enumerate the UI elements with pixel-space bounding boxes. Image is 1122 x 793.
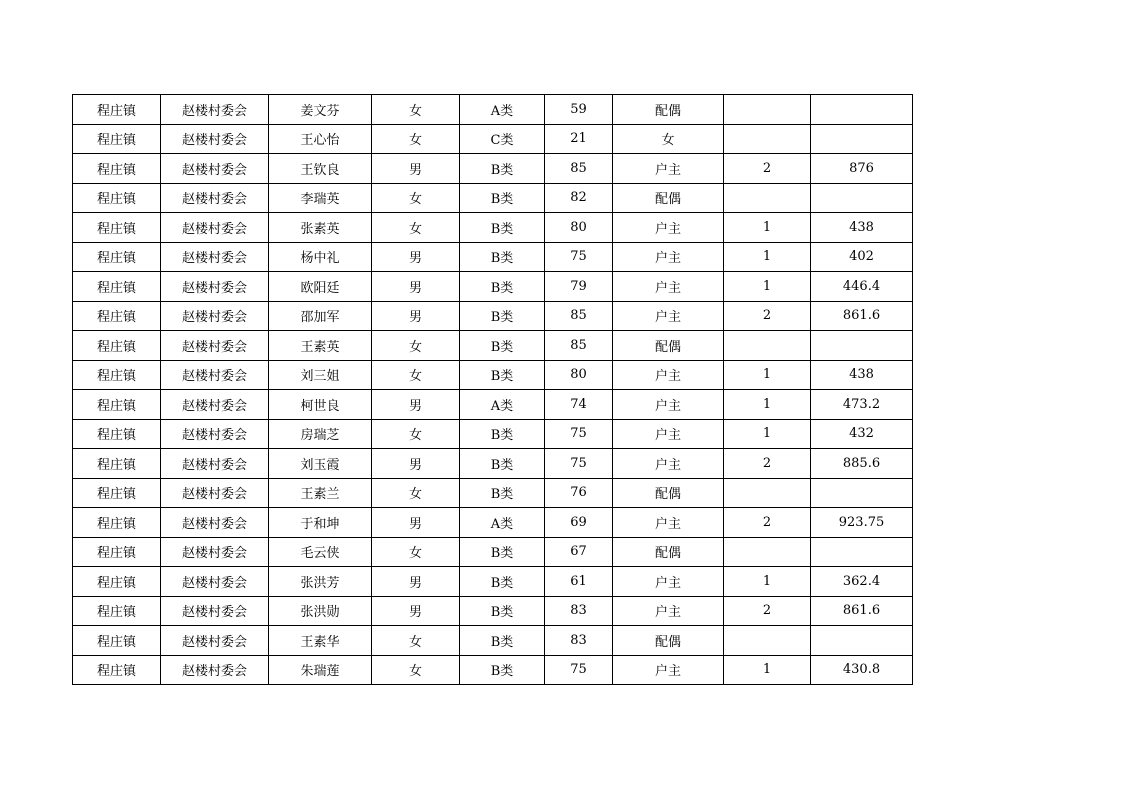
gender-cell: 女 bbox=[372, 478, 460, 508]
town-cell: 程庄镇 bbox=[73, 567, 161, 597]
name-cell: 张素英 bbox=[269, 213, 372, 243]
gender-cell: 男 bbox=[372, 390, 460, 420]
relation-cell: 配偶 bbox=[613, 95, 724, 125]
amount-cell: 438 bbox=[811, 213, 913, 243]
table-row bbox=[73, 213, 913, 243]
gender-cell: 男 bbox=[372, 272, 460, 302]
name-cell: 邵加军 bbox=[269, 301, 372, 331]
age-cell: 21 bbox=[545, 124, 613, 154]
gender-cell: 女 bbox=[372, 95, 460, 125]
relation-cell: 户主 bbox=[613, 242, 724, 272]
data-table bbox=[72, 94, 913, 685]
category-cell: B类 bbox=[460, 419, 545, 449]
amount-cell: 885.6 bbox=[811, 449, 913, 479]
category-cell: B类 bbox=[460, 213, 545, 243]
name-cell: 王钦良 bbox=[269, 154, 372, 184]
gender-cell: 女 bbox=[372, 537, 460, 567]
relation-cell: 配偶 bbox=[613, 183, 724, 213]
town-cell: 程庄镇 bbox=[73, 124, 161, 154]
village-cell: 赵楼村委会 bbox=[161, 331, 269, 361]
village-cell: 赵楼村委会 bbox=[161, 301, 269, 331]
amount-cell: 362.4 bbox=[811, 567, 913, 597]
table-row bbox=[73, 478, 913, 508]
relation-cell: 户主 bbox=[613, 360, 724, 390]
relation-cell: 配偶 bbox=[613, 626, 724, 656]
name-cell: 杨中礼 bbox=[269, 242, 372, 272]
age-cell: 59 bbox=[545, 95, 613, 125]
name-cell: 张洪勋 bbox=[269, 596, 372, 626]
village-cell: 赵楼村委会 bbox=[161, 154, 269, 184]
table-row bbox=[73, 655, 913, 685]
village-cell: 赵楼村委会 bbox=[161, 419, 269, 449]
town-cell: 程庄镇 bbox=[73, 419, 161, 449]
age-cell: 85 bbox=[545, 301, 613, 331]
name-cell: 于和坤 bbox=[269, 508, 372, 538]
town-cell: 程庄镇 bbox=[73, 242, 161, 272]
relation-cell: 户主 bbox=[613, 596, 724, 626]
village-cell: 赵楼村委会 bbox=[161, 655, 269, 685]
category-cell: B类 bbox=[460, 567, 545, 597]
age-cell: 80 bbox=[545, 213, 613, 243]
relation-cell: 户主 bbox=[613, 301, 724, 331]
age-cell: 67 bbox=[545, 537, 613, 567]
amount-cell: 430.8 bbox=[811, 655, 913, 685]
count-cell: 1 bbox=[724, 242, 811, 272]
name-cell: 刘玉霞 bbox=[269, 449, 372, 479]
town-cell: 程庄镇 bbox=[73, 154, 161, 184]
gender-cell: 女 bbox=[372, 419, 460, 449]
category-cell: B类 bbox=[460, 154, 545, 184]
relation-cell: 配偶 bbox=[613, 331, 724, 361]
village-cell: 赵楼村委会 bbox=[161, 390, 269, 420]
category-cell: B类 bbox=[460, 272, 545, 302]
town-cell: 程庄镇 bbox=[73, 95, 161, 125]
category-cell: B类 bbox=[460, 655, 545, 685]
relation-cell: 户主 bbox=[613, 567, 724, 597]
count-cell: 1 bbox=[724, 360, 811, 390]
town-cell: 程庄镇 bbox=[73, 596, 161, 626]
count-cell: 2 bbox=[724, 154, 811, 184]
village-cell: 赵楼村委会 bbox=[161, 626, 269, 656]
age-cell: 83 bbox=[545, 596, 613, 626]
village-cell: 赵楼村委会 bbox=[161, 272, 269, 302]
category-cell: B类 bbox=[460, 626, 545, 656]
count-cell: 1 bbox=[724, 272, 811, 302]
count-cell: 1 bbox=[724, 655, 811, 685]
gender-cell: 男 bbox=[372, 242, 460, 272]
amount-cell: 861.6 bbox=[811, 301, 913, 331]
table-row bbox=[73, 272, 913, 302]
count-cell bbox=[724, 124, 811, 154]
category-cell: B类 bbox=[460, 537, 545, 567]
table-row bbox=[73, 537, 913, 567]
table-row bbox=[73, 242, 913, 272]
gender-cell: 女 bbox=[372, 124, 460, 154]
village-cell: 赵楼村委会 bbox=[161, 567, 269, 597]
table-row bbox=[73, 449, 913, 479]
count-cell bbox=[724, 331, 811, 361]
amount-cell bbox=[811, 95, 913, 125]
amount-cell bbox=[811, 183, 913, 213]
table-row bbox=[73, 331, 913, 361]
amount-cell: 402 bbox=[811, 242, 913, 272]
category-cell: B类 bbox=[460, 301, 545, 331]
town-cell: 程庄镇 bbox=[73, 449, 161, 479]
count-cell: 2 bbox=[724, 449, 811, 479]
name-cell: 朱瑞莲 bbox=[269, 655, 372, 685]
name-cell: 李瑞英 bbox=[269, 183, 372, 213]
age-cell: 85 bbox=[545, 331, 613, 361]
amount-cell bbox=[811, 478, 913, 508]
count-cell: 1 bbox=[724, 419, 811, 449]
category-cell: B类 bbox=[460, 331, 545, 361]
village-cell: 赵楼村委会 bbox=[161, 478, 269, 508]
age-cell: 80 bbox=[545, 360, 613, 390]
gender-cell: 女 bbox=[372, 331, 460, 361]
town-cell: 程庄镇 bbox=[73, 390, 161, 420]
category-cell: A类 bbox=[460, 95, 545, 125]
gender-cell: 男 bbox=[372, 567, 460, 597]
count-cell: 2 bbox=[724, 301, 811, 331]
town-cell: 程庄镇 bbox=[73, 213, 161, 243]
town-cell: 程庄镇 bbox=[73, 537, 161, 567]
town-cell: 程庄镇 bbox=[73, 183, 161, 213]
table-row bbox=[73, 419, 913, 449]
table-row bbox=[73, 124, 913, 154]
relation-cell: 户主 bbox=[613, 154, 724, 184]
relation-cell: 户主 bbox=[613, 655, 724, 685]
name-cell: 王心怡 bbox=[269, 124, 372, 154]
gender-cell: 女 bbox=[372, 626, 460, 656]
count-cell bbox=[724, 626, 811, 656]
village-cell: 赵楼村委会 bbox=[161, 508, 269, 538]
village-cell: 赵楼村委会 bbox=[161, 213, 269, 243]
name-cell: 王素兰 bbox=[269, 478, 372, 508]
name-cell: 王素英 bbox=[269, 331, 372, 361]
category-cell: B类 bbox=[460, 596, 545, 626]
amount-cell: 438 bbox=[811, 360, 913, 390]
gender-cell: 男 bbox=[372, 508, 460, 538]
count-cell bbox=[724, 537, 811, 567]
age-cell: 69 bbox=[545, 508, 613, 538]
relation-cell: 户主 bbox=[613, 390, 724, 420]
amount-cell: 923.75 bbox=[811, 508, 913, 538]
category-cell: C类 bbox=[460, 124, 545, 154]
relation-cell: 户主 bbox=[613, 449, 724, 479]
count-cell: 1 bbox=[724, 567, 811, 597]
village-cell: 赵楼村委会 bbox=[161, 596, 269, 626]
category-cell: A类 bbox=[460, 390, 545, 420]
relation-cell: 女 bbox=[613, 124, 724, 154]
category-cell: B类 bbox=[460, 183, 545, 213]
relation-cell: 户主 bbox=[613, 419, 724, 449]
age-cell: 82 bbox=[545, 183, 613, 213]
gender-cell: 女 bbox=[372, 360, 460, 390]
amount-cell: 432 bbox=[811, 419, 913, 449]
name-cell: 柯世良 bbox=[269, 390, 372, 420]
name-cell: 姜文芬 bbox=[269, 95, 372, 125]
town-cell: 程庄镇 bbox=[73, 360, 161, 390]
relation-cell: 户主 bbox=[613, 508, 724, 538]
gender-cell: 女 bbox=[372, 183, 460, 213]
age-cell: 85 bbox=[545, 154, 613, 184]
table-row bbox=[73, 390, 913, 420]
age-cell: 75 bbox=[545, 419, 613, 449]
count-cell bbox=[724, 183, 811, 213]
village-cell: 赵楼村委会 bbox=[161, 95, 269, 125]
amount-cell: 861.6 bbox=[811, 596, 913, 626]
age-cell: 75 bbox=[545, 655, 613, 685]
relation-cell: 配偶 bbox=[613, 478, 724, 508]
count-cell: 2 bbox=[724, 508, 811, 538]
spreadsheet-page bbox=[72, 94, 912, 685]
amount-cell bbox=[811, 626, 913, 656]
amount-cell bbox=[811, 537, 913, 567]
table-row bbox=[73, 626, 913, 656]
amount-cell bbox=[811, 124, 913, 154]
town-cell: 程庄镇 bbox=[73, 478, 161, 508]
age-cell: 61 bbox=[545, 567, 613, 597]
table-row bbox=[73, 508, 913, 538]
gender-cell: 女 bbox=[372, 655, 460, 685]
village-cell: 赵楼村委会 bbox=[161, 449, 269, 479]
count-cell bbox=[724, 95, 811, 125]
table-row bbox=[73, 301, 913, 331]
table-row bbox=[73, 596, 913, 626]
gender-cell: 男 bbox=[372, 596, 460, 626]
village-cell: 赵楼村委会 bbox=[161, 183, 269, 213]
amount-cell: 446.4 bbox=[811, 272, 913, 302]
category-cell: A类 bbox=[460, 508, 545, 538]
gender-cell: 男 bbox=[372, 449, 460, 479]
town-cell: 程庄镇 bbox=[73, 331, 161, 361]
gender-cell: 男 bbox=[372, 154, 460, 184]
category-cell: B类 bbox=[460, 360, 545, 390]
age-cell: 79 bbox=[545, 272, 613, 302]
town-cell: 程庄镇 bbox=[73, 301, 161, 331]
amount-cell bbox=[811, 331, 913, 361]
name-cell: 房瑞芝 bbox=[269, 419, 372, 449]
name-cell: 王素华 bbox=[269, 626, 372, 656]
town-cell: 程庄镇 bbox=[73, 272, 161, 302]
name-cell: 欧阳廷 bbox=[269, 272, 372, 302]
table-row bbox=[73, 95, 913, 125]
amount-cell: 876 bbox=[811, 154, 913, 184]
age-cell: 74 bbox=[545, 390, 613, 420]
town-cell: 程庄镇 bbox=[73, 508, 161, 538]
amount-cell: 473.2 bbox=[811, 390, 913, 420]
category-cell: B类 bbox=[460, 449, 545, 479]
name-cell: 毛云侠 bbox=[269, 537, 372, 567]
table-body bbox=[73, 95, 913, 685]
village-cell: 赵楼村委会 bbox=[161, 537, 269, 567]
category-cell: B类 bbox=[460, 242, 545, 272]
count-cell: 1 bbox=[724, 390, 811, 420]
relation-cell: 户主 bbox=[613, 213, 724, 243]
count-cell: 2 bbox=[724, 596, 811, 626]
village-cell: 赵楼村委会 bbox=[161, 360, 269, 390]
age-cell: 83 bbox=[545, 626, 613, 656]
relation-cell: 户主 bbox=[613, 272, 724, 302]
gender-cell: 女 bbox=[372, 213, 460, 243]
age-cell: 75 bbox=[545, 242, 613, 272]
age-cell: 75 bbox=[545, 449, 613, 479]
name-cell: 张洪芳 bbox=[269, 567, 372, 597]
village-cell: 赵楼村委会 bbox=[161, 242, 269, 272]
category-cell: B类 bbox=[460, 478, 545, 508]
count-cell: 1 bbox=[724, 213, 811, 243]
town-cell: 程庄镇 bbox=[73, 655, 161, 685]
name-cell: 刘三姐 bbox=[269, 360, 372, 390]
count-cell bbox=[724, 478, 811, 508]
town-cell: 程庄镇 bbox=[73, 626, 161, 656]
gender-cell: 男 bbox=[372, 301, 460, 331]
table-row bbox=[73, 360, 913, 390]
table-row bbox=[73, 154, 913, 184]
relation-cell: 配偶 bbox=[613, 537, 724, 567]
age-cell: 76 bbox=[545, 478, 613, 508]
table-row bbox=[73, 183, 913, 213]
village-cell: 赵楼村委会 bbox=[161, 124, 269, 154]
table-row bbox=[73, 567, 913, 597]
